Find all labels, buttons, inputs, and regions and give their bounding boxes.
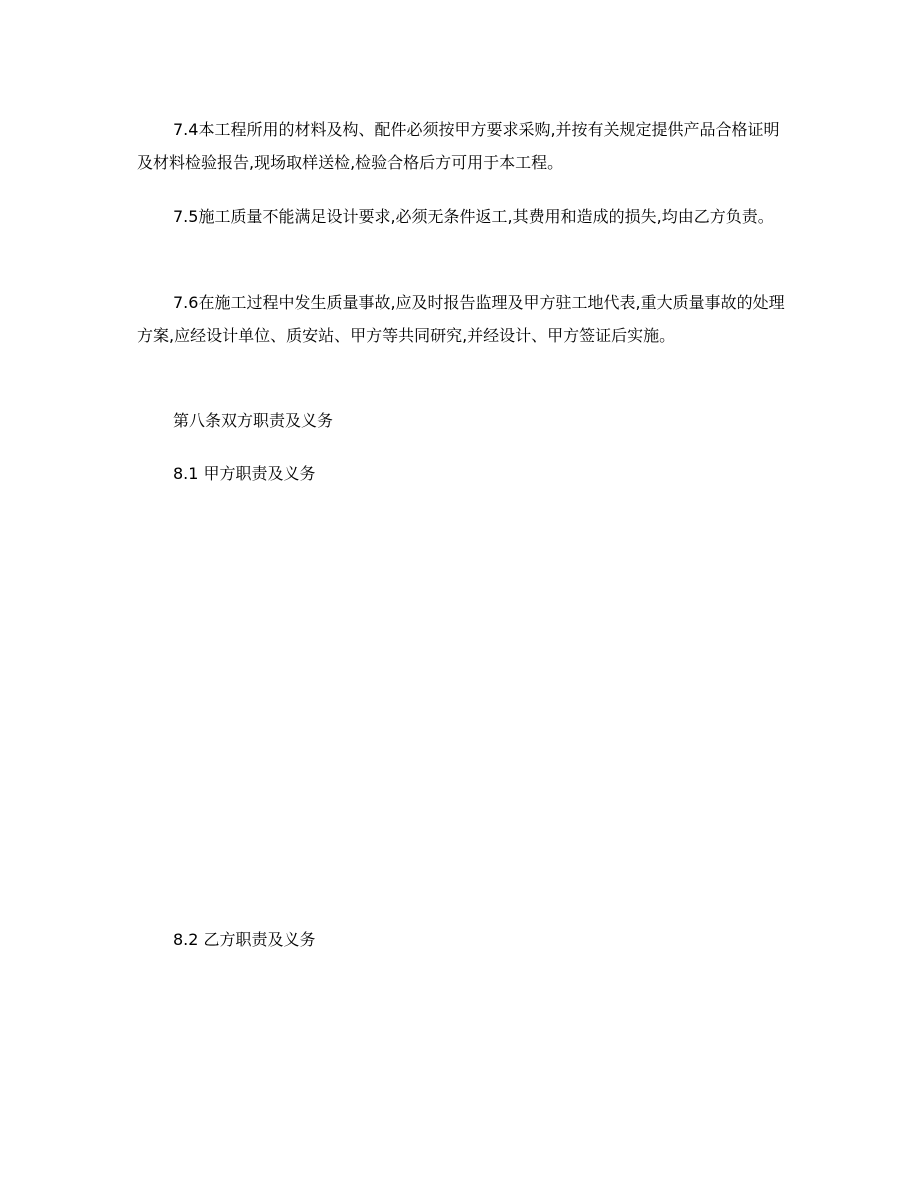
paragraph-7-4: 7.4本工程所用的材料及构、配件必须按甲方要求采购,并按有关规定提供产品合格证明及材料检验报告,现场取样送检,检验合格后方可用于本工程。 [137,120,780,172]
paragraph-7-6: 7.6在施工过程中发生质量事故,应及时报告监理及甲方驻工地代表,重大质量事故的处理方案,应经设计单位、质安站、甲方等共同研究,并经设计、甲方签证后实施。 [137,293,785,345]
article-8-heading: 第八条双方职责及义务 [173,411,334,430]
section-8-2-heading: 8.2 乙方职责及义务 [173,930,316,949]
section-8-1-heading: 8.1 甲方职责及义务 [173,464,316,483]
paragraph-7-5: 7.5施工质量不能满足设计要求,必须无条件返工,其费用和造成的损失,均由乙方负责。 [173,207,774,226]
